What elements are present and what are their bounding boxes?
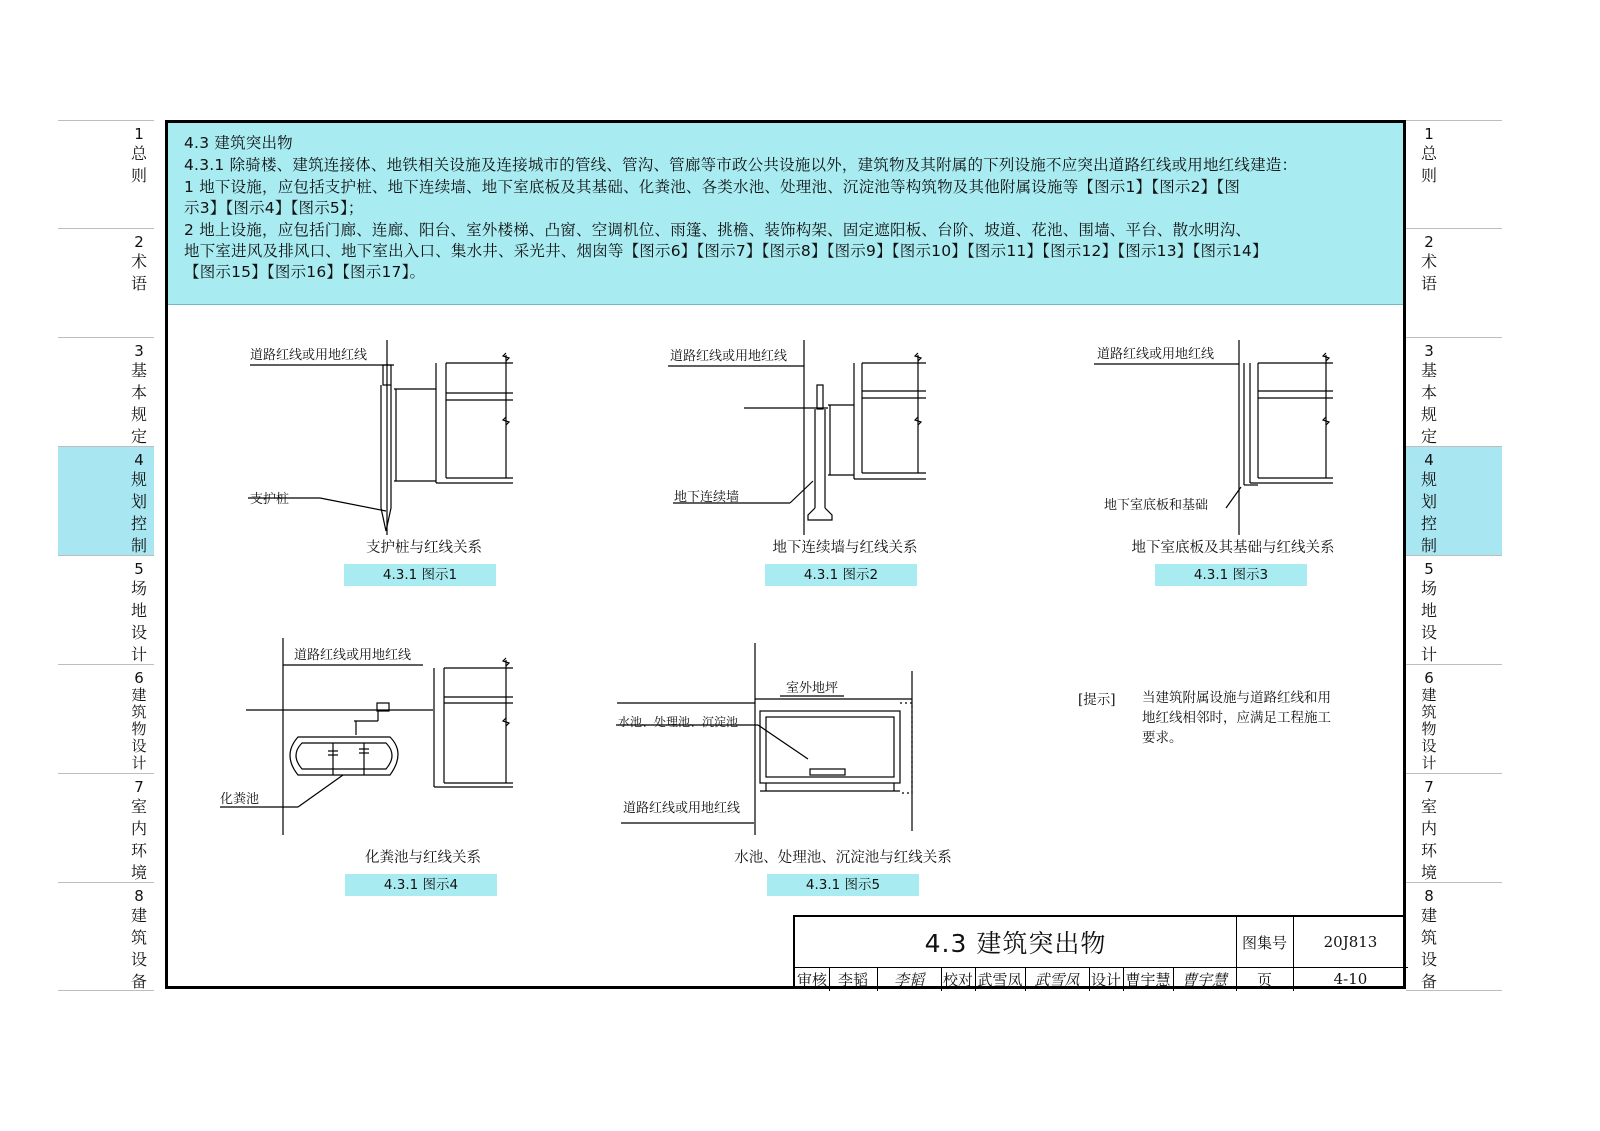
- chapter-title: 术 语: [1420, 252, 1437, 293]
- check-label: 校对: [942, 970, 973, 989]
- chapter-title: 建筑物设计: [131, 686, 147, 772]
- chapter-1[interactable]: [1406, 120, 1502, 228]
- fig5-label: 4.3.1 图示5: [767, 874, 919, 896]
- chapter-5[interactable]: [1406, 555, 1502, 664]
- fig1-label: 4.3.1 图示1: [344, 564, 496, 586]
- chapter-2[interactable]: [58, 228, 154, 337]
- fig5-pool-label: 水池、处理池、沉淀池: [618, 715, 739, 729]
- chapter-title: 室内环境: [130, 797, 147, 882]
- chapter-title: 建筑物设计: [1421, 686, 1437, 772]
- fig2-label: 4.3.1 图示2: [765, 564, 917, 586]
- chapter-8[interactable]: [58, 882, 154, 991]
- designer-signature: 曹宇慧: [1181, 970, 1227, 989]
- chapter-number: 7: [1424, 778, 1434, 796]
- clause-line: 地下室进风及排风口、地下室出入口、集水井、采光井、烟囱等【图示6】【图示7】【图示8】【图示9】【图示10】【图示11】【图示12】【图示13】【图示14】: [184, 242, 1268, 260]
- chapter-number: 6: [1424, 669, 1434, 687]
- fig1-pile-label: 支护桩: [250, 492, 290, 507]
- chapter-number: 1: [1424, 125, 1434, 143]
- clause-line: 示3】【图示4】【图示5】；: [184, 199, 364, 217]
- chapter-number: 3: [1424, 342, 1434, 360]
- fig3-label: 4.3.1 图示3: [1155, 564, 1307, 586]
- chapter-6[interactable]: [58, 664, 154, 773]
- chapter-number: 7: [134, 778, 144, 796]
- page-number: 4-10: [1333, 970, 1368, 988]
- fig4-drawing: [220, 638, 513, 835]
- checker-name: 武雪凤: [977, 970, 1023, 989]
- chapter-6[interactable]: [1406, 664, 1502, 773]
- fig2-wall-label: 地下连续墙: [674, 490, 740, 505]
- chapter-number: 4: [1424, 451, 1434, 469]
- chapter-title: 基本规定: [130, 361, 147, 446]
- chapter-5[interactable]: [58, 555, 154, 664]
- fig5-ground-label: 室外地坪: [786, 681, 839, 696]
- chapter-7[interactable]: [1406, 773, 1502, 882]
- chapter-3[interactable]: [1406, 337, 1502, 446]
- fig2-redline-label: 道路红线或用地红线: [670, 349, 788, 364]
- designer-name: 曹宇慧: [1125, 970, 1171, 989]
- fig5-redline-label: 道路红线或用地红线: [623, 801, 741, 816]
- chapter-8[interactable]: [1406, 882, 1502, 991]
- chapter-4[interactable]: [58, 446, 154, 555]
- note-text: 当建筑附属设施与道路红线和用地红线相邻时，应满足工程施工要求。: [1142, 690, 1331, 746]
- drawing-title: 4.3 建筑突出物: [795, 917, 1237, 967]
- chapter-title: 室内环境: [1420, 797, 1437, 882]
- review-label: 审核: [796, 970, 827, 989]
- chapter-title: 场地设计: [1420, 579, 1437, 664]
- atlas-number: 20J813: [1323, 933, 1378, 951]
- chapter-number: 8: [1424, 887, 1434, 905]
- page-label: 页: [1256, 970, 1272, 989]
- chapter-number: 2: [134, 233, 144, 251]
- design-label: 设计: [1090, 970, 1121, 989]
- chapter-number: 4: [134, 451, 144, 469]
- fig4-label: 4.3.1 图示4: [345, 874, 497, 896]
- chapter-title: 总 则: [1420, 144, 1437, 185]
- drawing-frame: [165, 120, 1406, 989]
- note-title: [提示]: [1078, 692, 1116, 708]
- chapter-7[interactable]: [58, 773, 154, 882]
- reviewer-signature: 李韬: [893, 970, 924, 989]
- fig4-caption: 化粪池与红线关系: [365, 850, 481, 866]
- chapter-number: 2: [1424, 233, 1434, 251]
- title-block: [793, 915, 1406, 989]
- chapter-title: 总 则: [130, 144, 147, 185]
- fig1-redline-label: 道路红线或用地红线: [250, 348, 368, 363]
- reviewer-name: 李韬: [837, 970, 868, 989]
- chapter-2[interactable]: [1406, 228, 1502, 337]
- chapter-title: 规划控制: [1420, 470, 1437, 555]
- chapter-title: 术 语: [130, 252, 147, 293]
- chapter-3[interactable]: [58, 337, 154, 446]
- chapter-title: 基本规定: [1420, 361, 1437, 446]
- chapter-title: 场地设计: [130, 579, 147, 664]
- chapter-number: 5: [1424, 560, 1434, 578]
- fig2-caption: 地下连续墙与红线关系: [772, 540, 918, 556]
- chapter-title: 建筑设备: [130, 906, 147, 991]
- chapter-4[interactable]: [1406, 446, 1502, 555]
- fig4-tank-label: 化粪池: [220, 792, 260, 807]
- clause-line: 2 地上设施，应包括门廊、连廊、阳台、室外楼梯、凸窗、空调机位、雨篷、挑檐、装饰构架、固定遮阳板、台阶、坡道、花池、围墙、平台、散水明沟、: [184, 221, 1252, 239]
- chapter-number: 8: [134, 887, 144, 905]
- checker-signature: 武雪凤: [1034, 970, 1080, 989]
- atlas-label: 图集号: [1241, 933, 1287, 952]
- fig3-caption: 地下室底板及其基础与红线关系: [1131, 540, 1335, 556]
- fig3-slab-label: 地下室底板和基础: [1104, 498, 1209, 513]
- clause-line: 4.3.1 除骑楼、建筑连接体、地铁相关设施及连接城市的管线、管沟、管廊等市政公共设施以外，建筑物及其附属的下列设施不应突出道路红线或用地红线建造：: [184, 156, 1298, 174]
- chapter-number: 3: [134, 342, 144, 360]
- chapter-number: 5: [134, 560, 144, 578]
- clause-line: 【图示15】【图示16】【图示17】。: [184, 263, 426, 281]
- fig5-caption: 水池、处理池、沉淀池与红线关系: [734, 850, 952, 866]
- chapter-title: 规划控制: [130, 470, 147, 555]
- clause-line: 1 地下设施，应包括支护桩、地下连续墙、地下室底板及其基础、化粪池、各类水池、处理池、沉淀池等构筑物及其他附属设施等【图示1】【图示2】【图: [184, 178, 1241, 196]
- fig1-caption: 支护桩与红线关系: [366, 540, 482, 556]
- chapter-title: 建筑设备: [1420, 906, 1437, 991]
- chapter-number: 1: [134, 125, 144, 143]
- chapter-number: 6: [134, 669, 144, 687]
- chapter-1[interactable]: [58, 120, 154, 228]
- fig4-redline-label: 道路红线或用地红线: [294, 648, 412, 663]
- fig3-redline-label: 道路红线或用地红线: [1097, 347, 1215, 362]
- section-heading: 4.3 建筑突出物: [184, 134, 293, 152]
- fig2-drawing: [668, 340, 926, 535]
